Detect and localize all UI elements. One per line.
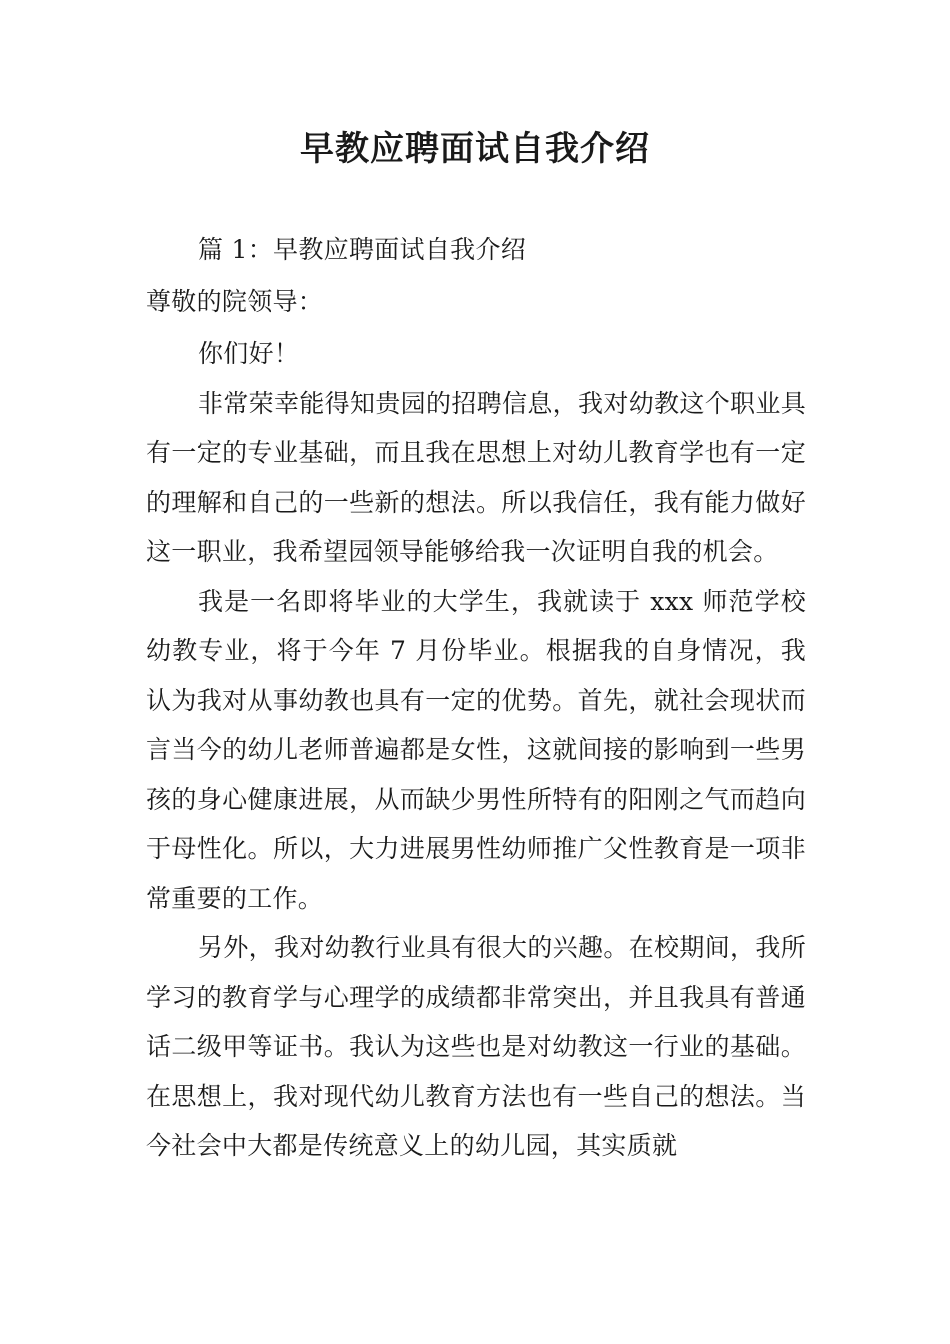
paragraph-3: 另外，我对幼教行业具有很大的兴趣。在校期间，我所学习的教育学与心理学的成绩都非常突出，并且我具有普通话二级甲等证书。我认为这些也是对幼教这一行业的基础。在思想上，我对现代幼儿教育方法也有一些自己的想法。当今社会中大都是传统意义上的幼儿园，其实质就 [146, 933, 806, 1160]
salutation: 尊敬的院领导： [146, 286, 324, 316]
greeting: 你们好！ [198, 339, 300, 368]
paragraph-1: 非常荣幸能得知贵园的招聘信息，我对幼教这个职业具有一定的专业基础，而且我在思想上对幼儿教育学也有一定的理解和自己的一些新的想法。所以我信任，我有能力做好这一职业，我希望园领导能够给我一次证明自我的机会。 [146, 388, 806, 566]
document-title: 早教应聘面试自我介绍 [300, 129, 650, 169]
section-heading: 篇 1：早教应聘面试自我介绍 [198, 235, 527, 264]
paragraph-2: 我是一名即将毕业的大学生，我就读于 xxx 师范学校幼教专业，将于今年 7 月份毕业。根据我的自身情况，我认为我对从事幼教也具有一定的优势。首先，就社会现状而言当今的幼儿老师普遍都是女性，这就间接的影响到一些男孩的身心健康进展，从而缺少男性所特有的阳刚之气而趋向于母性化。所以，大力进展男性幼师推广父性教育是一项非常重要的工作。 [146, 586, 806, 913]
document-body [146, 225, 806, 1171]
